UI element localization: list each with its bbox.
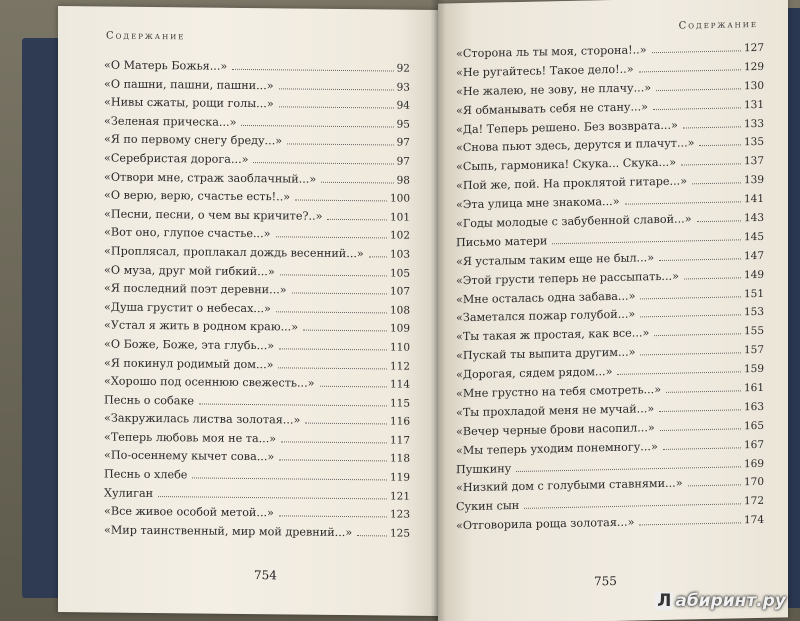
toc-entry-title: «Вечер черные брови насопил...» bbox=[456, 420, 655, 439]
toc-leader-dots bbox=[688, 485, 741, 487]
toc-leader-dots bbox=[357, 535, 387, 536]
toc-leader-dots bbox=[524, 504, 741, 510]
left-toc-list bbox=[104, 58, 410, 545]
toc-entry-title: «Да! Теперь решено. Без возврата...» bbox=[456, 118, 678, 136]
toc-entry-title: «Нивы сжаты, рощи голы...» bbox=[104, 95, 274, 111]
right-page-header: Содержание bbox=[678, 18, 758, 32]
toc-leader-dots bbox=[287, 144, 393, 146]
toc-entry-page: 161 bbox=[743, 381, 764, 395]
toc-entry-title: «О Боже, Боже, эта глубь...» bbox=[104, 337, 275, 353]
toc-entry-title: «Ты прохладой меня не мучай...» bbox=[456, 402, 655, 420]
toc-entry-title: «Заметался пожар голубой...» bbox=[456, 308, 636, 325]
toc-leader-dots bbox=[692, 183, 741, 185]
toc-leader-dots bbox=[279, 88, 394, 90]
labirint-logo-icon: Л bbox=[657, 591, 672, 611]
toc-entry-page: 115 bbox=[389, 397, 410, 410]
toc-entry-title: Песнь о хлебе bbox=[104, 467, 188, 482]
toc-leader-dots bbox=[625, 201, 741, 204]
toc-entry-page: 155 bbox=[743, 325, 764, 338]
toc-entry-page: 93 bbox=[396, 81, 410, 94]
toc-entry-title: «Не жалею, не зову, не плачу...» bbox=[456, 80, 652, 99]
toc-entry-page: 94 bbox=[396, 99, 410, 112]
toc-leader-dots bbox=[640, 353, 740, 356]
toc-entry-page: 157 bbox=[743, 344, 764, 357]
toc-leader-dots bbox=[640, 315, 741, 318]
right-toc-list bbox=[456, 41, 764, 539]
toc-leader-dots bbox=[199, 403, 387, 406]
toc-entry-page: 172 bbox=[743, 495, 764, 508]
toc-entry-page: 145 bbox=[743, 230, 764, 244]
toc-entry-page: 102 bbox=[389, 229, 410, 243]
toc-entry-title: «Я по первому снегу бреду...» bbox=[104, 132, 283, 148]
toc-entry-page: 130 bbox=[743, 79, 764, 93]
toc-leader-dots bbox=[663, 447, 741, 450]
toc-entry-title: «Вот оно, глупое счастье...» bbox=[104, 225, 271, 241]
toc-leader-dots bbox=[321, 181, 393, 183]
toc-entry-page: 103 bbox=[389, 248, 410, 261]
toc-leader-dots bbox=[279, 107, 394, 109]
toc-entry-page: 165 bbox=[743, 419, 764, 433]
right-page bbox=[438, 0, 788, 621]
toc-entry-title: Сукин сын bbox=[456, 499, 520, 514]
toc-entry-title: «Закружилась листва золотая...» bbox=[104, 411, 301, 427]
toc-leader-dots bbox=[295, 200, 387, 202]
toc-entry-title: «Годы молодые с забубенной славой...» bbox=[456, 212, 692, 231]
toc-entry-page: 174 bbox=[743, 514, 764, 527]
right-page-number: 755 bbox=[594, 573, 617, 589]
toc-entry-page: 101 bbox=[389, 211, 410, 224]
toc-entry-title: «Мы теперь уходим понемногу...» bbox=[456, 439, 658, 457]
toc-entry-title: «Не ругайтесь! Такое дело!..» bbox=[456, 62, 634, 80]
toc-entry-page: 118 bbox=[389, 452, 410, 466]
toc-entry-title: «Теперь любовь моя не та...» bbox=[104, 430, 277, 446]
toc-entry-title: «Я последний поэт деревни...» bbox=[104, 281, 287, 297]
toc-entry-page: 159 bbox=[743, 362, 764, 376]
labirint-watermark bbox=[655, 591, 786, 611]
toc-leader-dots bbox=[241, 125, 393, 128]
toc-entry-title: «Душа грустит о небесах...» bbox=[104, 300, 271, 315]
toc-entry-title: «Отговорила роща золотая...» bbox=[456, 515, 635, 533]
toc-leader-dots bbox=[639, 523, 741, 526]
toc-leader-dots bbox=[276, 311, 387, 313]
left-page-header: Содержание bbox=[106, 30, 186, 43]
toc-entry-page: 137 bbox=[743, 155, 764, 168]
toc-leader-dots bbox=[684, 277, 741, 279]
toc-entry-title: Пушкину bbox=[456, 461, 512, 476]
toc-entry-page: 95 bbox=[396, 118, 410, 131]
toc-entry-page: 131 bbox=[743, 98, 764, 111]
toc-entry-title: «Устал я жить в родном краю...» bbox=[104, 318, 299, 334]
toc-leader-dots bbox=[617, 371, 741, 375]
toc-entry-page: 105 bbox=[389, 267, 410, 280]
toc-entry-title: «По-осеннему кычет сова...» bbox=[104, 448, 275, 464]
toc-entry-page: 112 bbox=[389, 359, 410, 373]
toc-entry-title: «Ты такая ж простая, как все...» bbox=[456, 326, 650, 344]
toc-entry-page: 107 bbox=[389, 285, 410, 298]
toc-leader-dots bbox=[699, 145, 740, 147]
watermark-text: абиринт.ру bbox=[675, 591, 786, 611]
toc-entry-page: 109 bbox=[389, 322, 410, 336]
toc-leader-dots bbox=[660, 428, 741, 431]
toc-entry-page: 163 bbox=[743, 400, 764, 414]
toc-entry-title: «Сторона ль ты моя, сторона!..» bbox=[456, 43, 647, 61]
toc-leader-dots bbox=[279, 516, 387, 518]
toc-entry-title: «О муза, друг мой гибкий...» bbox=[104, 263, 275, 278]
toc-entry-title: Письмо матери bbox=[456, 234, 548, 250]
toc-entry-page: 100 bbox=[389, 192, 410, 205]
toc-entry-page: 135 bbox=[743, 136, 764, 149]
toc-entry-page: 92 bbox=[396, 62, 410, 75]
toc-entry-title: «О пашни, пашни, пашни...» bbox=[104, 77, 274, 92]
toc-entry-title: «Этой грусти теперь не рассыпать...» bbox=[456, 269, 679, 287]
book-gutter bbox=[430, 0, 446, 621]
toc-entry-page: 110 bbox=[389, 341, 410, 354]
toc-leader-dots bbox=[652, 50, 741, 53]
toc-entry-title: Песнь о собаке bbox=[104, 393, 195, 408]
toc-entry-title: «Все живое особой метой...» bbox=[104, 504, 274, 520]
toc-entry-page: 116 bbox=[389, 415, 410, 428]
toc-entry-title: «Проплясал, проплакал дождь весенний...» bbox=[104, 244, 364, 261]
toc-leader-dots bbox=[281, 441, 387, 443]
toc-entry-title: «Серебристая дорога...» bbox=[104, 151, 249, 166]
toc-entry-page: 97 bbox=[396, 155, 410, 168]
toc-leader-dots bbox=[280, 274, 387, 276]
toc-entry-title: «Я покинул родимый дом...» bbox=[104, 355, 274, 371]
toc-entry-page: 141 bbox=[743, 192, 764, 206]
left-page-number: 754 bbox=[254, 568, 277, 583]
toc-leader-dots bbox=[653, 107, 741, 110]
toc-leader-dots bbox=[192, 477, 387, 480]
toc-entry-page: 127 bbox=[743, 41, 764, 55]
toc-leader-dots bbox=[320, 386, 387, 388]
toc-entry-title: «О верю, верю, счастье есть!..» bbox=[104, 188, 291, 204]
toc-entry-page: 133 bbox=[743, 117, 764, 130]
toc-leader-dots bbox=[659, 258, 741, 261]
toc-entry-page: 123 bbox=[389, 508, 410, 521]
toc-entry-page: 169 bbox=[743, 457, 764, 470]
toc-leader-dots bbox=[659, 409, 741, 412]
toc-entry-page: 139 bbox=[743, 174, 764, 187]
toc-entry-page: 151 bbox=[743, 287, 764, 300]
toc-entry-title: «Дорогая, сядем рядом...» bbox=[456, 365, 613, 382]
toc-leader-dots bbox=[292, 293, 387, 295]
toc-entry-page: 170 bbox=[743, 476, 764, 489]
toc-entry-title: «Я усталым таким еще не был...» bbox=[456, 250, 655, 269]
toc-entry-page: 147 bbox=[743, 249, 764, 263]
toc-leader-dots bbox=[279, 348, 387, 350]
toc-entry-title: «Песни, песни, о чем вы кричите?..» bbox=[104, 207, 323, 223]
toc-leader-dots bbox=[327, 219, 387, 221]
toc-entry-page: 129 bbox=[743, 60, 764, 74]
toc-entry-title: «Отвори мне, страж заоблачный...» bbox=[104, 170, 317, 186]
toc-leader-dots bbox=[697, 220, 741, 222]
toc-entry-title: Хулиган bbox=[104, 486, 154, 500]
toc-entry-title: «Хорошо под осеннюю свежесть...» bbox=[104, 374, 315, 390]
toc-entry-page: 125 bbox=[389, 527, 410, 540]
toc-leader-dots bbox=[666, 390, 741, 393]
toc-leader-dots bbox=[552, 239, 741, 244]
toc-leader-dots bbox=[279, 460, 387, 462]
toc-entry bbox=[104, 523, 410, 545]
toc-entry-page: 114 bbox=[389, 378, 410, 391]
toc-entry-page: 153 bbox=[743, 306, 764, 319]
toc-entry-title: «Эта улица мне знакома...» bbox=[456, 194, 620, 212]
toc-leader-dots bbox=[640, 296, 741, 299]
toc-entry-title: «О Матерь Божья...» bbox=[104, 58, 228, 73]
toc-entry-title: «Низкий дом с голубыми ставнями...» bbox=[456, 477, 683, 495]
toc-leader-dots bbox=[158, 496, 387, 499]
toc-entry-page: 117 bbox=[389, 434, 410, 447]
toc-leader-dots bbox=[683, 126, 741, 128]
toc-entry-title: «Сыпь, гармоника! Скука... Скука...» bbox=[456, 156, 677, 174]
toc-entry-page: 119 bbox=[389, 471, 410, 484]
toc-entry-page: 121 bbox=[389, 490, 410, 503]
toc-leader-dots bbox=[639, 69, 741, 72]
toc-entry-title: «Пускай ты выпита другим...» bbox=[456, 345, 636, 363]
toc-entry-title: «Я обманывать себя не стану...» bbox=[456, 99, 648, 117]
toc-leader-dots bbox=[276, 237, 387, 239]
toc-leader-dots bbox=[654, 334, 741, 337]
toc-entry-title: «Зеленая прическа...» bbox=[104, 114, 237, 129]
toc-leader-dots bbox=[681, 164, 741, 166]
toc-entry-page: 98 bbox=[396, 174, 410, 187]
toc-leader-dots bbox=[656, 88, 741, 91]
toc-entry-title: «Мне осталась одна забава...» bbox=[456, 289, 636, 306]
toc-entry-page: 149 bbox=[743, 268, 764, 281]
toc-entry-page: 167 bbox=[743, 438, 764, 451]
toc-entry-page: 108 bbox=[389, 304, 410, 317]
toc-leader-dots bbox=[232, 69, 393, 72]
toc-leader-dots bbox=[253, 162, 393, 164]
toc-leader-dots bbox=[303, 330, 387, 332]
toc-leader-dots bbox=[278, 367, 386, 369]
toc-entry-title: «Снова пьют здесь, дерутся и плачут...» bbox=[456, 136, 695, 155]
toc-entry-page: 143 bbox=[743, 211, 764, 225]
toc-entry-title: «Мир таинственный, мир мой древний...» bbox=[104, 523, 353, 539]
toc-leader-dots bbox=[369, 256, 387, 257]
toc-leader-dots bbox=[516, 466, 741, 472]
toc-entry-title: «Пой же, пой. На проклятой гитаре...» bbox=[456, 174, 688, 193]
toc-leader-dots bbox=[305, 423, 387, 425]
toc-entry-title: «Мне грустно на тебя смотреть...» bbox=[456, 383, 662, 401]
left-page bbox=[58, 6, 438, 616]
toc-entry-page: 97 bbox=[396, 136, 410, 150]
